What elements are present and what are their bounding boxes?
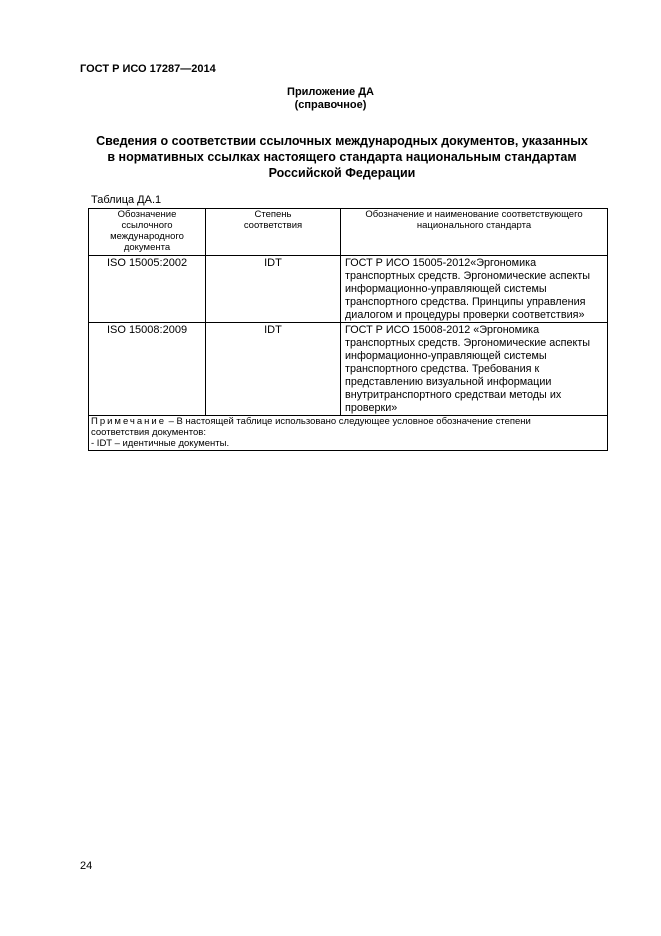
national-standard-cell: ГОСТ Р ИСО 15005-2012«Эргономика транспортных средств. Эргономические аспекты информационно-управляющей системы транспортного средства. Принципы управления диалогом и процедуры проверки соответствия» (341, 256, 608, 323)
table-header-row (89, 209, 608, 256)
note-text: соответствия документов: (91, 427, 206, 438)
degree-cell: IDT (206, 323, 341, 416)
table-note (89, 416, 608, 451)
note-label: Примечание (91, 416, 166, 427)
correspondence-table (88, 208, 608, 451)
document-code: ГОСТ Р ИСО 17287—2014 (80, 63, 216, 75)
degree-cell: IDT (206, 256, 341, 323)
ref-document-cell: ISO 15005:2002 (89, 256, 206, 323)
table-row (89, 323, 608, 416)
annex-title: Приложение ДА (287, 86, 374, 98)
header-national-standard: Обозначение и наименование соответствующего национального стандарта (341, 209, 608, 256)
heading-line: Сведения о соответствии ссылочных международных документов, указанных (96, 134, 588, 148)
heading-line: в нормативных ссылках настоящего стандарта национальным стандартам (107, 150, 577, 164)
national-standard-cell: ГОСТ Р ИСО 15008-2012 «Эргономика транспортных средств. Эргономические аспекты информационно-управляющей системы транспортного средства. Требования к представлению визуальной информации внутритранспортного средстваи методы их проверки» (341, 323, 608, 416)
ref-document-cell: ISO 15008:2009 (89, 323, 206, 416)
note-text: – В настоящей таблице использовано следующее условное обозначение степени (166, 416, 531, 427)
page-number: 24 (80, 860, 93, 872)
section-heading (80, 133, 604, 181)
table-row (89, 256, 608, 323)
note-text: - IDT – идентичные документы. (91, 438, 230, 449)
table-caption: Таблица ДА.1 (91, 194, 162, 206)
header-degree: Степень соответствия (206, 209, 341, 256)
header-ref-document: Обозначение ссылочного международного документа (89, 209, 206, 256)
annex-subtitle: (справочное) (294, 99, 367, 111)
table-note-row (89, 416, 608, 451)
heading-line: Российской Федерации (268, 166, 416, 180)
